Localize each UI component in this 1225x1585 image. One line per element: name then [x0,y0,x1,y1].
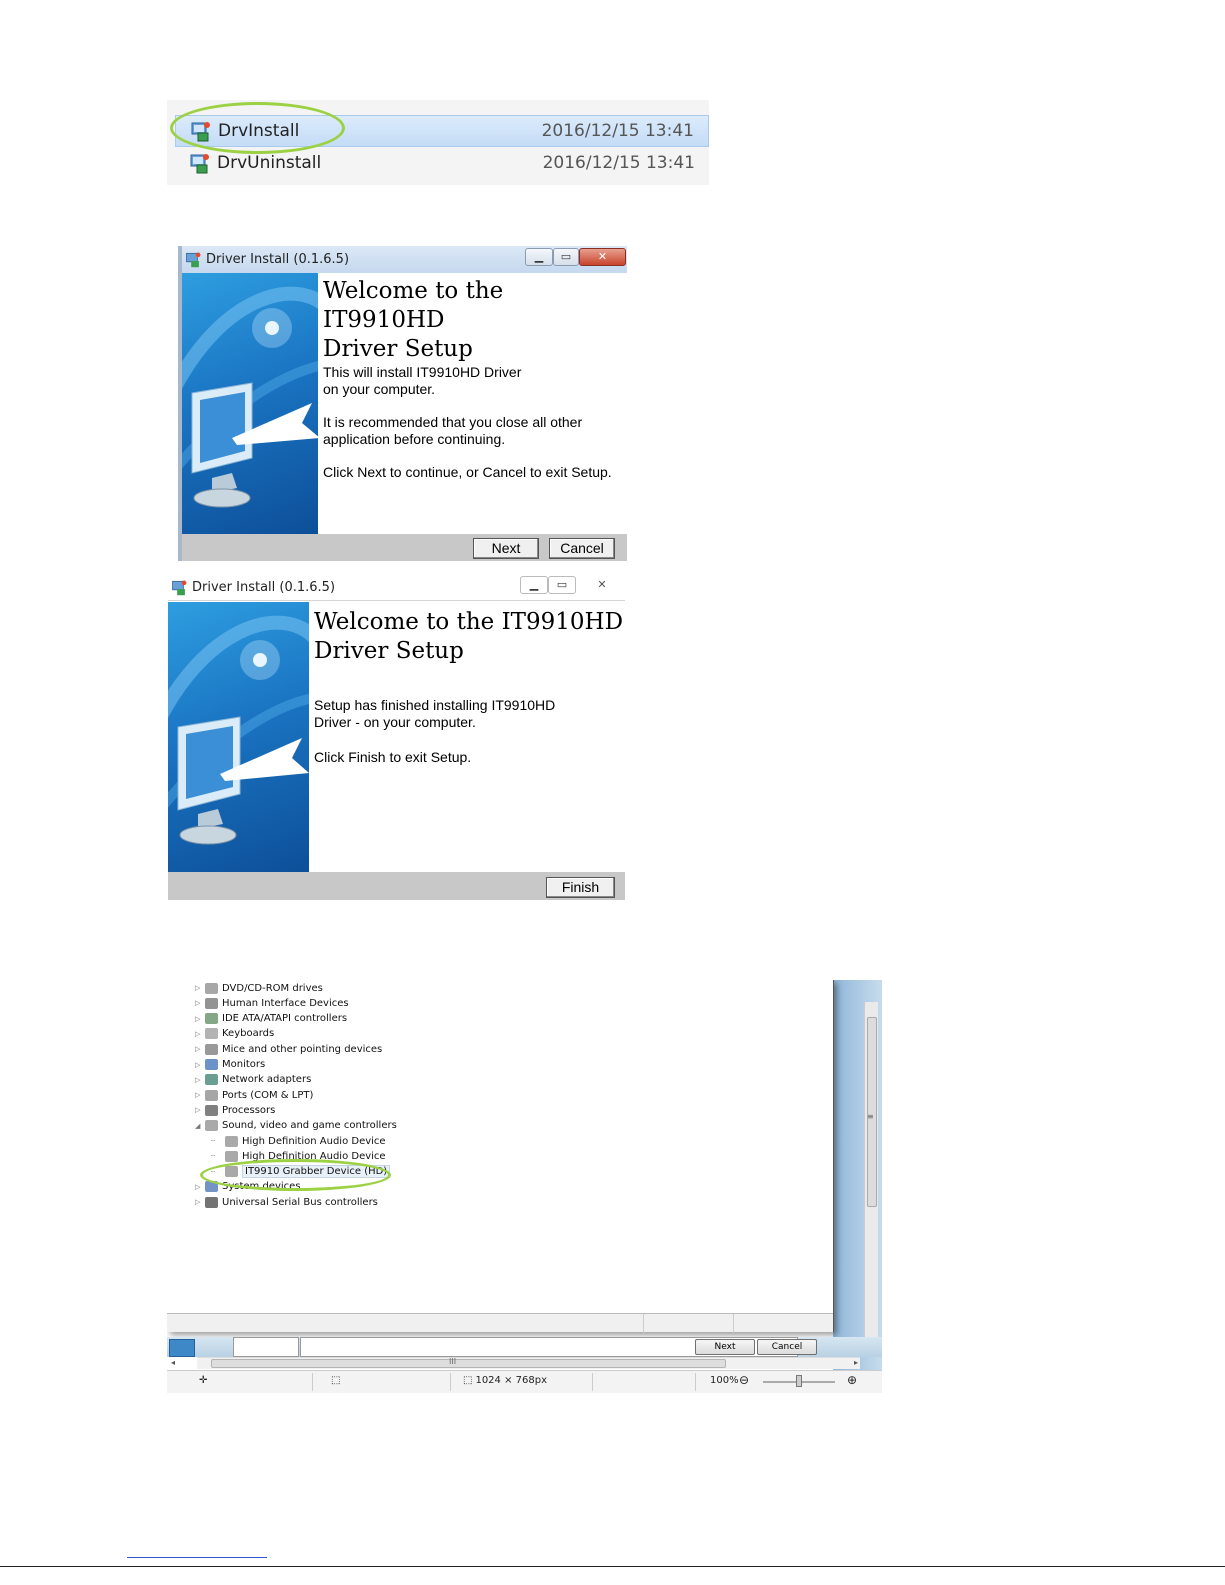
window-title: Driver Install (0.1.6.5) [206,252,350,267]
expand-arrow-icon[interactable]: ▷ [195,1106,201,1115]
footnote-separator [127,1557,267,1558]
close-button[interactable]: ✕ [579,248,626,266]
taskbar-item [169,1339,195,1357]
cancel-button[interactable]: Cancel [549,538,615,559]
device-tree-item[interactable] [211,1134,386,1148]
device-tree-label: IT9910 Grabber Device (HD) [242,1165,390,1178]
device-tree-label: Human Interface Devices [222,997,349,1009]
installer-icon [189,152,211,174]
background-panel [233,1337,299,1357]
device-tree-item[interactable] [195,981,323,995]
tree-connector: ┄ [211,1152,216,1161]
device-manager-statusbar [167,1313,833,1332]
vertical-scrollbar[interactable] [864,1002,878,1347]
device-tree-item[interactable] [195,1195,378,1209]
mouse-icon [205,1044,218,1055]
expand-arrow-icon[interactable]: ▷ [195,1182,201,1191]
image-dimensions: ⬚ 1024 × 768px [463,1375,547,1386]
device-tree-item[interactable] [195,1042,382,1056]
expand-arrow-icon[interactable]: ▷ [195,1045,201,1054]
usb-icon [205,1197,218,1208]
monitor-graphic [168,602,309,872]
image-size-icon: ⬚ [463,1375,473,1386]
disc-drive-icon [205,983,218,994]
file-date: 2016/12/15 13:41 [542,153,695,173]
device-tree-label: System devices [222,1181,301,1193]
device-tree-label: High Definition Audio Device [242,1135,386,1147]
background-next-button[interactable]: Next [695,1339,755,1355]
highlight-ellipse [170,102,345,154]
minimize-button[interactable]: ▁ [525,248,553,266]
device-tree-item[interactable] [195,1088,313,1102]
welcome-heading: Welcome to the IT9910HD Driver Setup [323,278,504,362]
zoom-level: 100% [710,1375,739,1386]
page-bottom-rule [0,1566,1225,1567]
scroll-right-icon[interactable]: ▸ [854,1358,859,1367]
scrollbar-grip: ≡ [867,1112,874,1121]
device-tree-label: Universal Serial Bus controllers [222,1196,378,1208]
port-icon [205,1090,218,1101]
speaker-icon [225,1136,238,1147]
welcome-banner [182,273,318,534]
device-tree-item[interactable] [195,1103,275,1117]
expand-arrow-icon[interactable]: ▷ [195,1075,201,1084]
instruction-text: Click Next to continue, or Cancel to exit Setup. [323,464,612,480]
instruction-text: Click Finish to exit Setup. [314,749,472,765]
file-name: DrvUninstall [217,153,322,173]
welcome-banner [168,602,309,872]
zoom-in-icon[interactable]: ⊕ [847,1373,858,1387]
finished-text: Setup has finished installing IT9910HD Driver - on your computer. [314,697,556,730]
window-title: Driver Install (0.1.6.5) [192,579,336,595]
installer-icon [171,579,188,596]
processor-icon [205,1105,218,1116]
hscroll-thumb[interactable] [211,1359,726,1368]
maximize-button[interactable]: ▭ [553,248,579,266]
speaker-icon [205,1120,218,1131]
expand-arrow-icon[interactable]: ▷ [195,1014,201,1023]
file-date: 2016/12/15 13:41 [541,121,694,141]
welcome-heading: Welcome to the IT9910HD Driver Setup [314,609,624,664]
zoom-out-icon[interactable]: ⊖ [739,1373,750,1387]
ide-controller-icon [205,1013,218,1024]
file-name: DrvInstall [218,121,300,141]
next-button[interactable]: Next [473,538,539,559]
device-tree-label: Sound, video and game controllers [222,1120,397,1132]
device-tree-item[interactable] [195,1027,274,1041]
scroll-left-icon[interactable]: ◂ [171,1358,176,1367]
device-tree-item[interactable] [195,1058,265,1072]
device-tree-item[interactable] [195,996,349,1010]
expand-arrow-icon[interactable]: ▷ [195,1060,201,1069]
installer-icon [185,251,202,268]
image-viewer-statusbar [167,1370,882,1393]
installer-dialog-welcome [178,246,627,561]
installer-dialog-finished [168,574,625,900]
device-tree-item[interactable] [195,1119,397,1133]
device-tree-label: High Definition Audio Device [242,1150,386,1162]
zoom-slider-thumb[interactable] [796,1375,802,1387]
device-tree-label: DVD/CD-ROM drives [222,982,323,994]
network-adapter-icon [205,1074,218,1085]
horizontal-scrollbar[interactable] [171,1357,860,1369]
device-tree-panel [167,980,834,1332]
keyboard-icon [205,1028,218,1039]
intro-text: This will install IT9910HD Driver on your computer. [323,364,522,397]
device-tree-item[interactable] [195,1073,311,1087]
hid-icon [205,998,218,1009]
speaker-icon [225,1151,238,1162]
monitor-graphic [182,273,318,534]
device-tree-label: Network adapters [222,1074,312,1086]
device-tree-item[interactable] [195,1012,347,1026]
tree-connector: ┄ [211,1137,216,1145]
background-cancel-button[interactable]: Cancel [757,1339,817,1355]
recommend-text: It is recommended that you close all other application before continuing. [323,414,583,447]
expand-arrow-icon[interactable]: ▷ [195,1029,201,1038]
dialog-footer [182,534,627,561]
collapse-arrow-icon[interactable]: ◢ [195,1121,201,1130]
selection-size-icon: ⬚ [331,1375,341,1386]
move-cursor-icon: ✛ [199,1375,208,1386]
device-tree-label: Monitors [222,1059,266,1070]
device-tree-label: Mice and other pointing devices [222,1043,383,1055]
device-tree-label: Processors [222,1104,276,1116]
background-window-strip [167,1337,882,1357]
device-tree-label: Ports (COM & LPT) [222,1089,314,1101]
title-bar [168,574,625,601]
dialog-footer [168,872,625,900]
monitor-icon [205,1059,218,1070]
maximize-button[interactable]: ▭ [548,576,576,594]
expand-arrow-icon[interactable]: ▷ [195,1198,201,1207]
title-bar [182,246,627,273]
tree-connector: ┄ [211,1167,216,1176]
minimize-button[interactable]: ▁ [520,576,548,594]
hscroll-grip: III [449,1357,457,1366]
finish-button[interactable]: Finish [546,877,615,898]
expand-arrow-icon[interactable]: ▷ [195,984,201,992]
close-button[interactable]: ✕ [586,576,618,594]
highlight-ellipse [200,1159,391,1191]
expand-arrow-icon[interactable]: ▷ [195,1091,201,1100]
device-tree-label: Keyboards [222,1028,275,1040]
expand-arrow-icon[interactable]: ▷ [195,999,201,1008]
device-tree-label: IDE ATA/ATAPI controllers [222,1013,348,1025]
